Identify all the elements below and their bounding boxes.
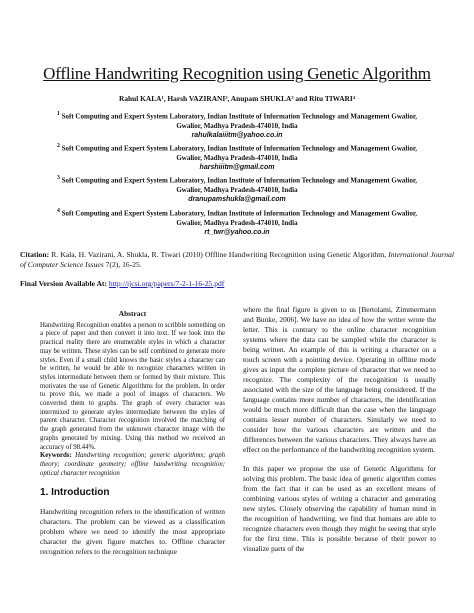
author-list: Rahul KALA¹, Harsh VAZIRANI², Anupam SHUKLA³ and Ritu TIWARI⁴ [119, 94, 355, 103]
affiliation-1-number: 1 [56, 111, 60, 117]
keywords [40, 452, 225, 478]
affiliation-4-line1: $^4$ Soft Computing and Expert System Laboratory, Indian Institute of Information Technology and Management Gwalior, [56, 208, 418, 218]
affiliation-4-number: 4 [56, 208, 60, 214]
affiliation-3-email[interactable]: dranupamshukla@gmail.com [188, 196, 286, 204]
affiliation-3-line1: $^3$ Soft Computing and Expert System Laboratory, Indian Institute of Information Technology and Management Gwalior, [56, 175, 418, 185]
affiliation-1-line1: $^1$ Soft Computing and Expert System Laboratory, Indian Institute of Information Technology and Management Gwalior, [56, 111, 418, 121]
citation-journal: International Journal of Computer Science Issues [20, 250, 454, 270]
affiliation-4 [20, 207, 454, 238]
affiliation-3-number: 3 [56, 175, 60, 181]
citation-label: Citation: [20, 250, 50, 259]
paper-title: Offline Handwriting Recognition using Genetic Algorithm [43, 64, 431, 83]
citation-text: R. Kala, H. Vazirani, A. Shukla, R. Tiwari (2010) Offline Handwriting Recognition using Genetic Algorithm, [51, 250, 387, 259]
affiliation-2-line2: Gwalior, Madhya Pradesh-474010, India [176, 153, 298, 162]
affiliation-1 [20, 110, 454, 141]
final-version-link[interactable]: http://ijcsi.org/papers/7-2-1-16-25.pdf [108, 279, 225, 288]
affiliation-2-number: 2 [56, 143, 60, 149]
abstract-text: Handwriting Recognition enables a person to scribble something on a piece of paper and then convert it into text. If we look into the practical reality there are enumerable styles in which a character may be written. These styles can be self combined to generate more styles. Even if a small child knows the basic styles a character can be written, he would be able to recognize characters written in styles intermediate between them or formed by their mixture. This motivates the use of Genetic Algorithms for the problem. In order to prove this, we made a pool of images of characters. We converted them to graphs. The graph of every character was intermixed to generate styles intermediate between the styles of parent character. Character recognition involved the matching of the graph generated from the unknown character image with the graphs generated by mixing. Using this method we received an accuracy of 98.44%. [40, 321, 225, 451]
affiliation-4-line2: Gwalior, Madhya Pradesh-474010, India [176, 218, 298, 227]
section-introduction-heading: 1. Introduction [40, 487, 110, 498]
affiliation-4-email[interactable]: rt_twr@yahoo.co.in [204, 229, 270, 237]
final-version-label: Final Version Available At: [20, 279, 107, 288]
affiliation-2-email[interactable]: harshiiitm@gmail.com [199, 164, 275, 172]
affiliation-1-line2: Gwalior, Madhya Pradesh-474010, India [176, 121, 298, 130]
right-paragraph-2: In this paper we propose the use of Genetic Algorithms for solving this problem. The basic idea of genetic algorithm comes from the fact that it can be used as an excellent means of combining various styles of writing a character and generating new styles. Closely observing the capability of human mind in the recognition of handwriting, we find that humans are able to recognize characters even though they might be seeing that style for the first time. This is possible because of their power to visualize parts of the [243, 464, 436, 553]
keywords-text: Handwriting recognition; generic algorithms; graph theory; coordinate geometry; offline handwriting recognition; optical character recognition [40, 452, 225, 477]
affiliation-3-line2: Gwalior, Madhya Pradesh-474010, India [176, 185, 298, 194]
right-paragraph-1: where the final figure is given to us [Bertolami, Zimmermann and Bunke, 2006]. We have no idea of how the writer wrote the letter. This is contrary to the online character recognition systems where the data can be sampled while the character is being written. An example of this is writing a character on a touch screen with a pointing device. Operating in offline mode gives as input the complete picture of character that we need to recognize. The complexity of the recognition is usually associated with the size of the language being considered. If the language contains more number of characters, the identification would be much more difficult than the case when the language contains lesser number of characters. Similarly we need to consider how the various characters are written and the differences between the various characters. They always have an effect on the performance of the handwriting recognition system. [243, 305, 436, 454]
affiliation-2 [20, 142, 454, 173]
affiliation-3 [20, 174, 454, 205]
citation [20, 250, 454, 271]
affiliation-2-line1: $^2$ Soft Computing and Expert System Laboratory, Indian Institute of Information Technology and Management Gwalior, [56, 143, 418, 153]
abstract-block [40, 310, 225, 478]
introduction-paragraph: Handwriting recognition refers to the identification of written characters. The problem can be viewed as a classification problem where we need to identify the most appropriate character the given figure matches to. Offline character recognition refers to the recognition technique [40, 507, 225, 556]
affiliation-1-email[interactable]: rahulkalaiiitm@yahoo.co.in [191, 132, 283, 140]
right-column [243, 305, 436, 563]
abstract-heading: Abstract [118, 309, 147, 318]
keywords-label: Keywords: [40, 452, 72, 460]
final-version [20, 279, 454, 288]
citation-tail: 7(2), 16-25. [105, 260, 142, 270]
